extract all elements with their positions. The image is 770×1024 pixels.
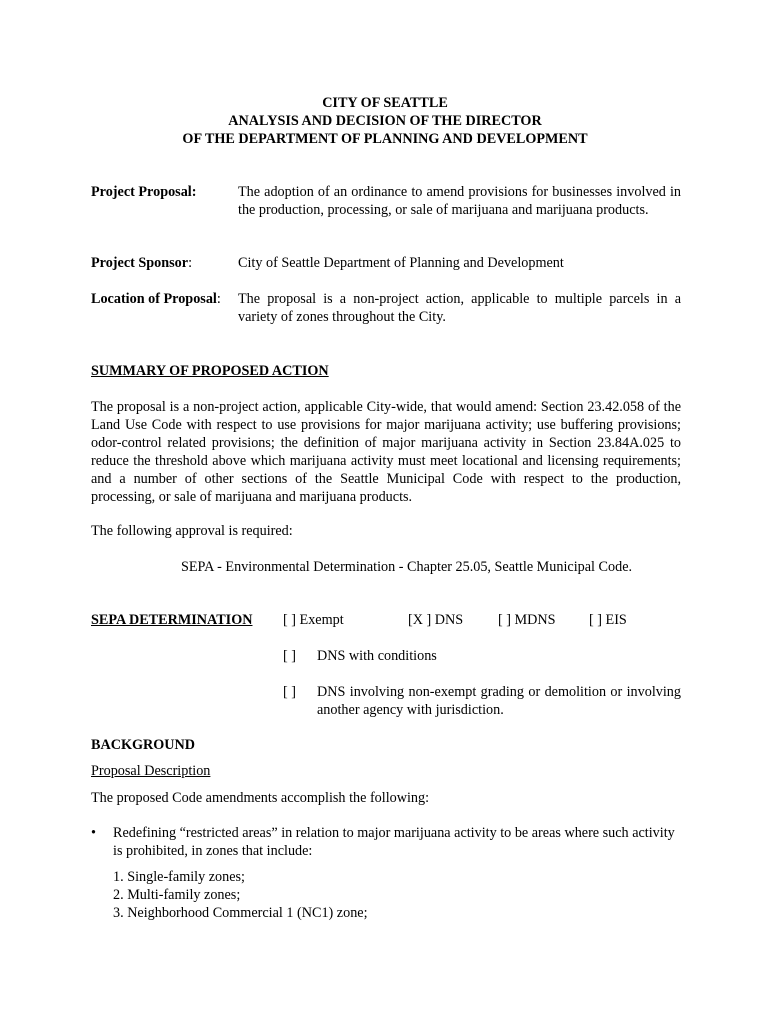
project-sponsor-label: Project Sponsor: [91, 255, 193, 271]
dns-conditions-text: DNS with conditions [317, 648, 437, 664]
document-header [0, 94, 770, 148]
location-value: The proposal is a non-project action, applicable to multiple parcels in a variety of zones throughout the City. [238, 291, 681, 325]
header-line-2: ANALYSIS AND DECISION OF THE DIRECTOR [228, 113, 542, 129]
sepa-option-dns: [X ] DNS [408, 612, 464, 628]
project-proposal-label: Project Proposal: [91, 184, 197, 200]
background-intro: The proposed Code amendments accomplish the following: [91, 790, 430, 806]
location-label: Location of Proposal: [91, 291, 221, 307]
approval-item: SEPA - Environmental Determination - Chapter 25.05, Seattle Municipal Code. [181, 559, 633, 575]
dns-nonexempt-text: DNS involving non-exempt grading or demolition or involving another agency with jurisdiction. [317, 684, 681, 718]
dns-nonexempt-checkbox: [ ] [283, 684, 296, 700]
list-item: 1. Single-family zones; [113, 869, 245, 885]
approval-intro: The following approval is required: [91, 523, 293, 539]
list-item: 3. Neighborhood Commercial 1 (NC1) zone; [113, 905, 368, 921]
bullet-text: Redefining “restricted areas” in relation to major marijuana activity to be areas where such activity is prohibited, in zones that include: [113, 825, 675, 859]
sepa-option-exempt: [ ] Exempt [283, 612, 344, 628]
summary-body: The proposal is a non-project action, applicable City-wide, that would amend: Section 23.42.058 of the Land Use Code with respect to use provisions for major marijuana activity; use buffering provisions; odor-control related provisions; the definition of major marijuana activity in Section 23.84A.025 to reduce the threshold above which marijuana activity must meet locational and licensing requirements; and a number of other sections of the Seattle Municipal Code with respect to the production, processing, or sale of marijuana and marijuana products. [91, 399, 681, 505]
sepa-option-mdns: [ ] MDNS [498, 612, 556, 628]
bullet-icon: • [91, 825, 96, 841]
header-line-1: CITY OF SEATTLE [322, 95, 448, 111]
proposal-description-subheading: Proposal Description [91, 763, 211, 779]
background-heading: BACKGROUND [91, 737, 196, 753]
sepa-option-eis: [ ] EIS [589, 612, 627, 628]
dns-conditions-checkbox: [ ] [283, 648, 296, 664]
sepa-determination-heading: SEPA DETERMINATION [91, 612, 253, 628]
list-item: 2. Multi-family zones; [113, 887, 241, 903]
zones-list [113, 868, 368, 922]
header-line-3: OF THE DEPARTMENT OF PLANNING AND DEVELOPMENT [182, 131, 588, 147]
summary-heading: SUMMARY OF PROPOSED ACTION [91, 363, 329, 379]
project-proposal-value: The adoption of an ordinance to amend provisions for businesses involved in the production, processing, or sale of marijuana and marijuana products. [238, 184, 681, 218]
project-sponsor-value: City of Seattle Department of Planning and Development [238, 255, 564, 271]
